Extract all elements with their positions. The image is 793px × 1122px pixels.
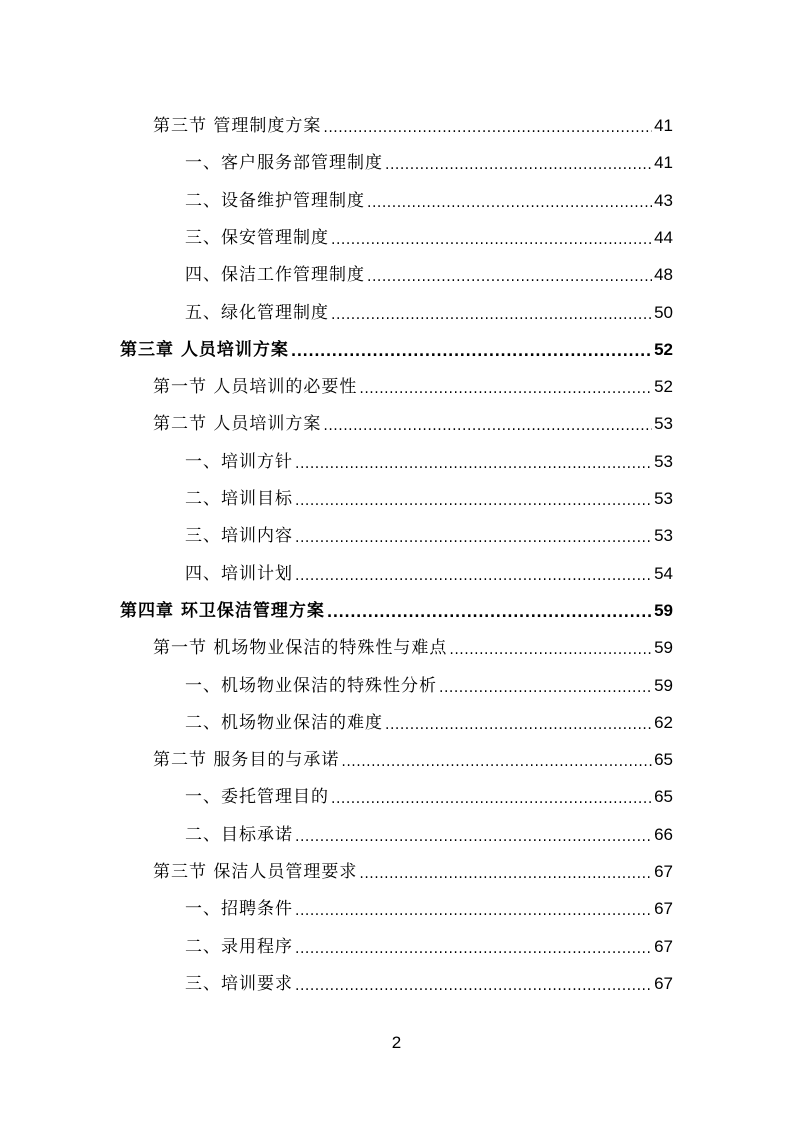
toc-entry[interactable] [120, 585, 673, 622]
toc-entry[interactable] [153, 846, 673, 883]
toc-entry-page: 52 [654, 377, 673, 397]
toc-entry-title: 一、委托管理目的 [185, 787, 329, 808]
toc-entry[interactable] [185, 660, 673, 697]
toc-dot-leader [359, 865, 652, 883]
toc-entry-title: 一、培训方针 [185, 451, 293, 472]
toc-entry-title: 四、保洁工作管理制度 [185, 265, 365, 286]
toc-dot-leader [449, 641, 652, 659]
toc-entry-title: 一、机场物业保洁的特殊性分析 [185, 675, 437, 696]
toc-entry-title: 第二节 人员培训方案 [153, 414, 322, 435]
toc-dot-leader [385, 716, 652, 734]
toc-dot-leader [295, 828, 652, 846]
toc-dot-leader [359, 380, 652, 398]
toc-entry[interactable] [153, 100, 673, 137]
toc-dot-leader [323, 417, 652, 435]
toc-dot-leader [331, 231, 652, 249]
toc-entry-title: 第一节 人员培训的必要性 [153, 377, 358, 398]
toc-entry[interactable] [153, 622, 673, 659]
toc-entry-page: 59 [654, 600, 673, 620]
toc-entry-page: 67 [654, 899, 673, 919]
toc-entry[interactable] [185, 137, 673, 174]
toc-entry-title: 一、客户服务部管理制度 [185, 153, 383, 174]
toc-dot-leader [341, 753, 652, 771]
toc-entry[interactable] [185, 510, 673, 547]
toc-entry-page: 44 [654, 227, 673, 247]
toc-dot-leader [323, 119, 652, 137]
toc-entry[interactable] [185, 212, 673, 249]
toc-entry-page: 65 [654, 787, 673, 807]
toc-entry-title: 三、培训要求 [185, 973, 293, 994]
toc-entry-page: 53 [654, 451, 673, 471]
toc-dot-leader [295, 529, 652, 547]
toc-entry-page: 53 [654, 489, 673, 508]
toc-dot-leader [295, 492, 652, 510]
toc-entry[interactable] [185, 548, 673, 585]
toc-entry[interactable] [185, 287, 673, 324]
toc-entry[interactable] [185, 771, 673, 808]
toc-dot-leader [295, 455, 652, 473]
toc-entry-page: 59 [654, 638, 673, 658]
toc-entry[interactable] [185, 175, 673, 212]
toc-dot-leader [295, 977, 652, 995]
toc-entry-page: 52 [654, 339, 673, 359]
toc-dot-leader [295, 940, 652, 958]
toc-entry[interactable] [185, 436, 673, 473]
toc-entry-page: 48 [654, 265, 673, 285]
toc-entry[interactable] [185, 958, 673, 995]
toc-entry-page: 53 [654, 414, 673, 434]
toc-entry-title: 二、培训目标 [185, 489, 293, 509]
toc-dot-leader [331, 306, 652, 324]
toc-entry-page: 41 [654, 153, 673, 173]
toc-entry-title: 二、设备维护管理制度 [185, 190, 365, 211]
toc-entry-title: 三、保安管理制度 [185, 227, 329, 248]
toc-entry-page: 50 [654, 302, 673, 322]
toc-entry-title: 五、绿化管理制度 [185, 302, 329, 323]
toc-entry-title: 三、培训内容 [185, 526, 293, 547]
toc-entry[interactable] [185, 473, 673, 510]
toc-entry[interactable] [153, 398, 673, 435]
toc-entry[interactable] [153, 361, 673, 398]
toc-dot-leader [385, 156, 652, 174]
toc-dot-leader [367, 194, 652, 212]
toc-entry[interactable] [153, 734, 673, 771]
toc-dot-leader [327, 604, 652, 622]
toc-entry-title: 二、机场物业保洁的难度 [185, 712, 383, 733]
toc-entry[interactable] [120, 324, 673, 361]
toc-entry-title: 第三节 保洁人员管理要求 [153, 862, 358, 882]
toc-entry[interactable] [185, 921, 673, 958]
toc-entry-title: 第一节 机场物业保洁的特殊性与难点 [153, 638, 448, 659]
toc-entry-title: 二、录用程序 [185, 936, 293, 957]
toc-entry[interactable] [185, 697, 673, 734]
toc-dot-leader [295, 567, 652, 585]
toc-entry-page: 67 [654, 862, 673, 881]
toc-entry-page: 67 [654, 936, 673, 956]
toc-entry[interactable] [185, 883, 673, 920]
toc-entry-page: 53 [654, 526, 673, 546]
toc-dot-leader [331, 790, 652, 808]
toc-dot-leader [367, 268, 652, 286]
toc-entry-title: 第二节 服务目的与承诺 [153, 750, 340, 771]
toc-entry-page: 41 [654, 116, 673, 135]
toc-entry-page: 43 [654, 190, 673, 210]
page-number: 2 [391, 1033, 402, 1052]
toc-entry-title: 第三节 管理制度方案 [153, 116, 322, 136]
toc-entry-title: 四、培训计划 [185, 563, 293, 584]
toc-entry-page: 67 [654, 973, 673, 993]
toc-entry-page: 59 [654, 675, 673, 695]
toc-entry-title: 一、招聘条件 [185, 899, 293, 920]
toc-entry-page: 65 [654, 750, 673, 770]
toc-dot-leader [439, 679, 652, 697]
toc-entry[interactable] [185, 249, 673, 286]
toc-entry-page: 54 [654, 563, 673, 583]
toc-dot-leader [291, 343, 652, 361]
toc-entry-title: 二、目标承诺 [185, 824, 293, 845]
toc-entry-page: 66 [654, 824, 673, 844]
toc-entry-title: 第三章 人员培训方案 [120, 339, 289, 360]
toc-entry-title: 第四章 环卫保洁管理方案 [120, 600, 325, 621]
toc-entry-page: 62 [654, 712, 673, 732]
toc-entry[interactable] [185, 809, 673, 846]
toc-dot-leader [295, 902, 652, 920]
